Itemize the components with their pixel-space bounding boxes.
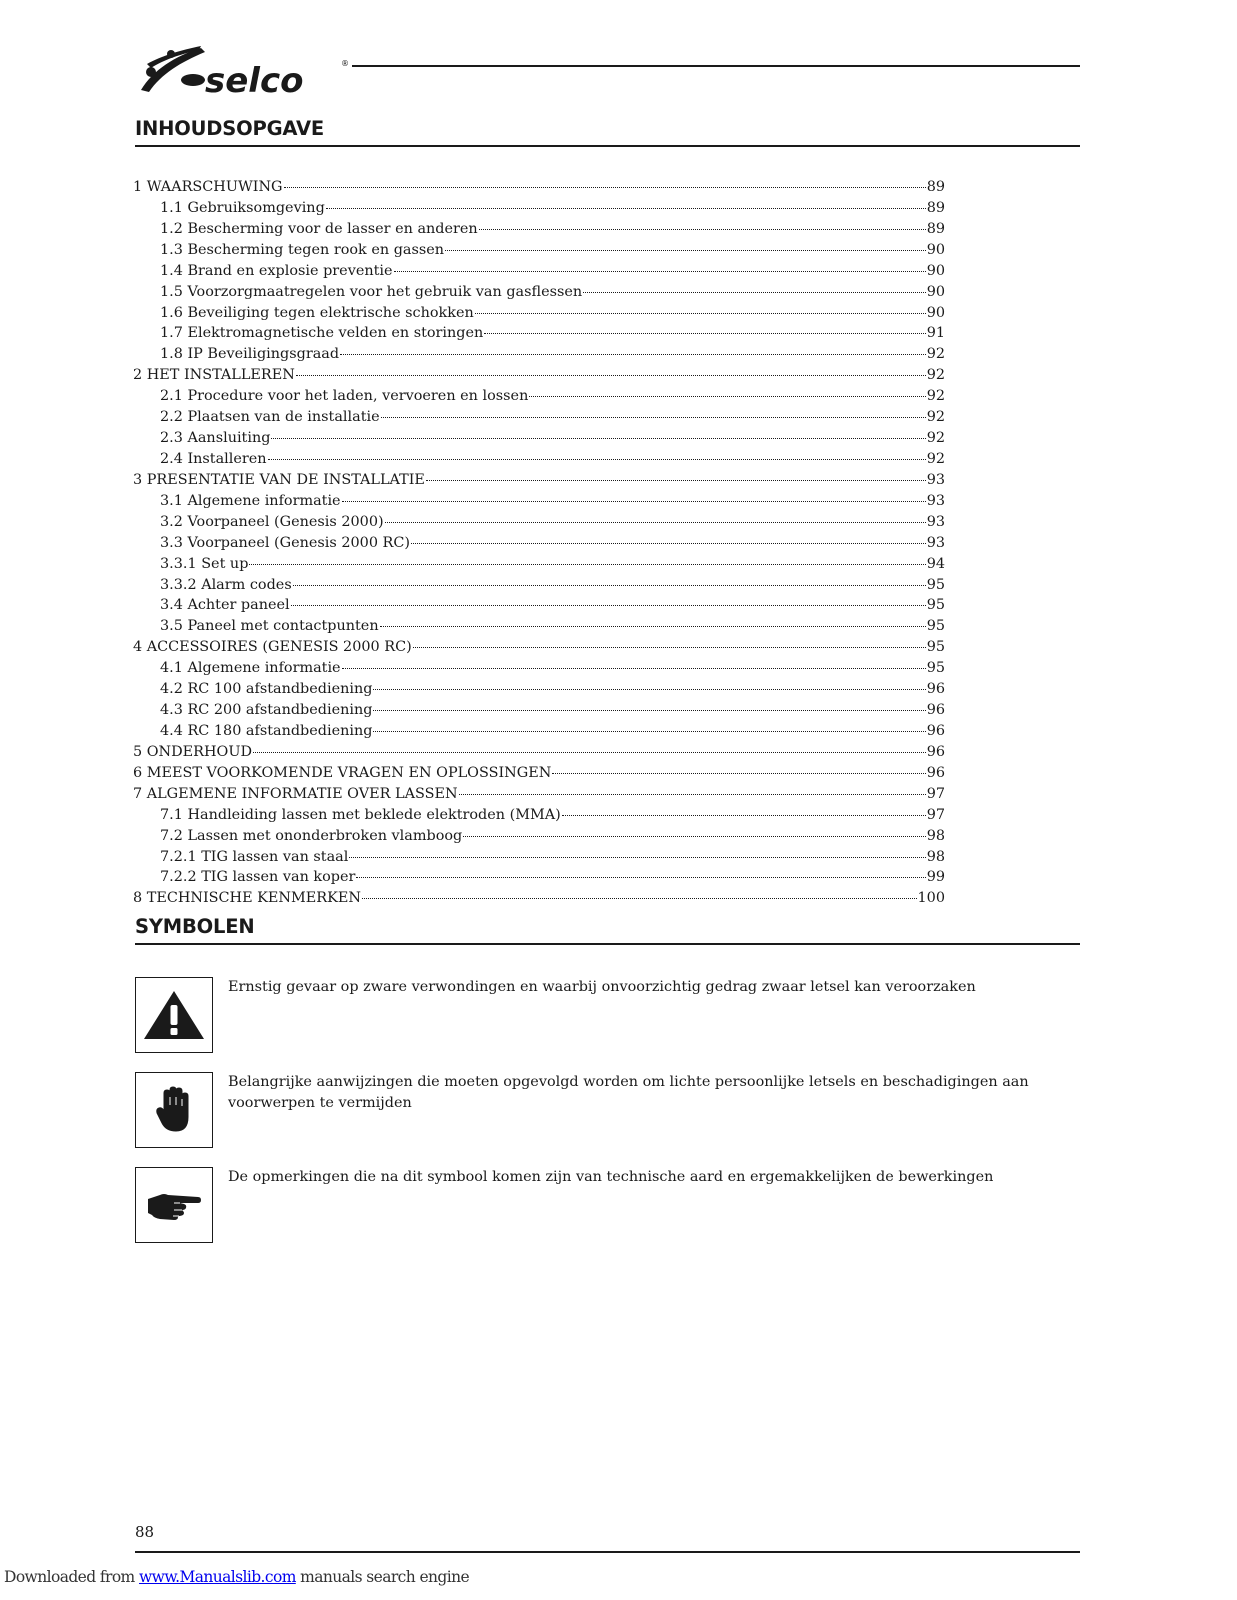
symbol-box: [135, 1072, 213, 1148]
toc-entry-title: 3.3.1 Set up: [160, 555, 249, 572]
toc-entry-page: 100: [917, 890, 945, 907]
symbol-description: De opmerkingen die na dit symbool komen zijn van technische aard en ergemakkelijken de bewerkingen: [228, 1169, 994, 1185]
toc-entry[interactable]: [133, 679, 945, 700]
toc-entry[interactable]: [133, 805, 945, 826]
toc-dot-leader: [362, 897, 917, 899]
toc-entry-page: 97: [926, 806, 945, 823]
toc-dot-leader: [296, 374, 926, 376]
toc-entry-page: 90: [926, 262, 945, 279]
toc-entry-title: 7 ALGEMENE INFORMATIE OVER LASSEN: [133, 785, 458, 802]
toc-entry-title: 3.1 Algemene informatie: [160, 492, 341, 509]
toc-dot-leader: [475, 312, 926, 314]
toc-dot-leader: [373, 730, 925, 732]
toc-entry-page: 99: [926, 869, 945, 886]
toc-entry-page: 92: [926, 430, 945, 447]
toc-entry-page: 96: [926, 681, 945, 698]
toc-entry-page: 93: [926, 513, 945, 530]
toc-entry[interactable]: [133, 721, 945, 742]
toc-entry-page: 92: [926, 450, 945, 467]
toc-entry-page: 96: [926, 743, 945, 760]
toc-dot-leader: [479, 228, 926, 230]
toc-entry-page: 92: [926, 367, 945, 384]
toc-entry-page: 90: [926, 241, 945, 258]
toc-dot-leader: [291, 604, 926, 606]
toc-entry[interactable]: [133, 428, 945, 449]
toc-entry[interactable]: [133, 512, 945, 533]
toc-entry[interactable]: [133, 470, 945, 491]
toc-dot-leader: [253, 751, 926, 753]
toc-entry-title: 4.4 RC 180 afstandbediening: [160, 722, 373, 739]
toc-entry-page: 96: [926, 722, 945, 739]
toc-dot-leader: [268, 458, 926, 460]
toc-entry[interactable]: [133, 261, 945, 282]
warning-triangle-icon: [141, 987, 207, 1043]
toc-dot-leader: [583, 291, 926, 293]
toc-entry[interactable]: [133, 323, 945, 344]
toc-entry-page: 89: [926, 179, 945, 195]
toc-entry[interactable]: [133, 742, 945, 763]
toc-entry-page: 96: [926, 764, 945, 781]
toc-dot-leader: [326, 207, 926, 209]
toc-dot-leader: [342, 500, 926, 502]
toc-entry-title: 2.3 Aansluiting: [160, 430, 271, 447]
toc-entry[interactable]: [133, 595, 945, 616]
svg-text:®: ®: [341, 59, 349, 68]
toc-entry-page: 90: [926, 283, 945, 300]
footer-rule: [135, 1551, 1080, 1553]
toc-entry[interactable]: [133, 386, 945, 407]
toc-entry[interactable]: [133, 888, 945, 909]
toc-entry-title: 1.4 Brand en explosie preventie: [160, 262, 393, 279]
toc-entry-title: 4 ACCESSOIRES (GENESIS 2000 RC): [133, 639, 412, 656]
toc-entry[interactable]: [133, 700, 945, 721]
toc-entry[interactable]: [133, 533, 945, 554]
toc-entry-page: 98: [926, 827, 945, 844]
manualslib-link[interactable]: www.Manualslib.com: [139, 1568, 296, 1586]
toc-entry-title: 4.2 RC 100 afstandbediening: [160, 681, 373, 698]
toc-dot-leader: [356, 876, 925, 878]
toc-entry-page: 94: [926, 555, 945, 572]
toc-entry-page: 89: [926, 199, 945, 216]
symbol-box: [135, 1167, 213, 1243]
toc-entry-page: 90: [926, 304, 945, 321]
symbols-heading: SYMBOLEN: [135, 913, 1080, 945]
toc-entry-title: 1.6 Beveiliging tegen elektrische schokken: [160, 304, 474, 321]
toc-entry[interactable]: [133, 616, 945, 637]
toc-entry-title: 6 MEEST VOORKOMENDE VRAGEN EN OPLOSSINGEN: [133, 764, 552, 781]
toc-entry[interactable]: [133, 847, 945, 868]
selco-logo: [135, 42, 350, 100]
toc-entry-title: 3 PRESENTATIE VAN DE INSTALLATIE: [133, 471, 425, 488]
toc-entry[interactable]: [133, 303, 945, 324]
toc-entry-page: 92: [926, 346, 945, 363]
toc-entry-page: 92: [926, 409, 945, 426]
toc-entry[interactable]: [133, 177, 945, 198]
toc-entry-title: 2.4 Installeren: [160, 450, 267, 467]
page-number: 88: [135, 1523, 155, 1541]
toc-entry-title: 1.8 IP Beveiligingsgraad: [160, 346, 340, 363]
toc-entry-title: 3.4 Achter paneel: [160, 597, 290, 614]
toc-entry-title: 1 WAARSCHUWING: [133, 179, 283, 195]
toc-entry-title: 2 HET INSTALLEREN: [133, 367, 295, 384]
toc-entry-page: 95: [926, 660, 945, 677]
toc-entry[interactable]: [133, 763, 945, 784]
toc-entry-page: 97: [926, 785, 945, 802]
toc-entry-title: 7.2.2 TIG lassen van koper: [160, 869, 356, 886]
toc-entry[interactable]: [133, 449, 945, 470]
header-rule: [352, 65, 1080, 67]
stop-hand-icon: [154, 1085, 194, 1135]
toc-dot-leader: [249, 563, 925, 565]
toc-entry-page: 98: [926, 848, 945, 865]
toc-entry[interactable]: [133, 240, 945, 261]
table-of-contents: [133, 177, 945, 909]
toc-dot-leader: [562, 814, 926, 816]
toc-entry-page: 93: [926, 492, 945, 509]
toc-entry-title: 3.2 Voorpaneel (Genesis 2000): [160, 513, 384, 530]
symbol-description: Ernstig gevaar op zware verwondingen en waarbij onvoorzichtig gedrag zwaar letsel kan veroorzaken: [228, 979, 976, 995]
toc-dot-leader: [426, 479, 926, 481]
toc-entry-title: 1.5 Voorzorgmaatregelen voor het gebruik van gasflessen: [160, 283, 583, 300]
toc-dot-leader: [293, 584, 926, 586]
toc-entry-title: 2.1 Procedure voor het laden, vervoeren en lossen: [160, 388, 529, 405]
toc-dot-leader: [373, 688, 925, 690]
symbol-description: Belangrijke aanwijzingen die moeten opgevolgd worden om lichte persoonlijke letsels en beschadigingen aan voorwerpen te vermijden: [228, 1074, 1029, 1111]
toc-entry-title: 5 ONDERHOUD: [133, 743, 253, 760]
toc-dot-leader: [380, 625, 926, 627]
toc-heading: INHOUDSOPGAVE: [135, 115, 1080, 147]
toc-entry[interactable]: [133, 867, 945, 888]
toc-entry[interactable]: [133, 575, 945, 596]
toc-entry[interactable]: [133, 365, 945, 386]
toc-dot-leader: [411, 542, 926, 544]
toc-dot-leader: [459, 793, 926, 795]
toc-entry[interactable]: [133, 491, 945, 512]
toc-entry-title: 1.1 Gebruiksomgeving: [160, 199, 325, 216]
toc-dot-leader: [340, 353, 926, 355]
toc-entry-page: 93: [926, 471, 945, 488]
toc-entry-title: 4.1 Algemene informatie: [160, 660, 341, 677]
toc-dot-leader: [445, 249, 926, 251]
toc-entry-title: 1.7 Elektromagnetische velden en storingen: [160, 325, 484, 342]
toc-entry[interactable]: [133, 826, 945, 847]
toc-entry-page: 95: [926, 576, 945, 593]
toc-dot-leader: [385, 521, 926, 523]
toc-entry-page: 91: [926, 325, 945, 342]
toc-entry[interactable]: [133, 784, 945, 805]
toc-entry-title: 4.3 RC 200 afstandbediening: [160, 702, 373, 719]
toc-dot-leader: [271, 437, 925, 439]
toc-dot-leader: [552, 772, 925, 774]
download-suffix: manuals search engine: [295, 1568, 470, 1586]
toc-entry-page: 96: [926, 702, 945, 719]
toc-entry-page: 93: [926, 534, 945, 551]
download-note: [4, 1568, 469, 1586]
download-prefix: Downloaded from: [4, 1568, 139, 1586]
toc-entry[interactable]: [133, 219, 945, 240]
toc-entry[interactable]: [133, 554, 945, 575]
toc-entry-title: 8 TECHNISCHE KENMERKEN: [133, 890, 361, 907]
toc-entry[interactable]: [133, 282, 945, 303]
toc-dot-leader: [381, 416, 926, 418]
toc-entry-page: 95: [926, 597, 945, 614]
pointing-hand-icon: [146, 1189, 202, 1221]
toc-dot-leader: [373, 709, 925, 711]
toc-dot-leader: [394, 270, 926, 272]
toc-entry-title: 3.3 Voorpaneel (Genesis 2000 RC): [160, 534, 411, 551]
toc-entry[interactable]: [133, 407, 945, 428]
toc-entry[interactable]: [133, 344, 945, 365]
toc-entry[interactable]: [133, 658, 945, 679]
toc-dot-leader: [342, 667, 926, 669]
toc-entry-title: 3.5 Paneel met contactpunten: [160, 618, 379, 635]
toc-dot-leader: [413, 646, 926, 648]
toc-entry-title: 3.3.2 Alarm codes: [160, 576, 292, 593]
toc-dot-leader: [529, 395, 925, 397]
toc-dot-leader: [484, 332, 925, 334]
toc-dot-leader: [463, 835, 925, 837]
toc-entry-title: 7.2.1 TIG lassen van staal: [160, 848, 349, 865]
toc-entry[interactable]: [133, 637, 945, 658]
toc-entry-title: 2.2 Plaatsen van de installatie: [160, 409, 380, 426]
toc-entry-title: 1.3 Bescherming tegen rook en gassen: [160, 241, 445, 258]
toc-entry-title: 7.2 Lassen met ononderbroken vlamboog: [160, 827, 463, 844]
toc-entry-page: 95: [926, 639, 945, 656]
toc-dot-leader: [284, 186, 926, 188]
toc-dot-leader: [349, 856, 925, 858]
toc-entry-page: 89: [926, 220, 945, 237]
svg-text:selco: selco: [205, 61, 304, 100]
toc-entry-title: 1.2 Bescherming voor de lasser en anderen: [160, 220, 478, 237]
symbol-box: [135, 977, 213, 1053]
toc-entry[interactable]: [133, 198, 945, 219]
toc-entry-page: 95: [926, 618, 945, 635]
toc-entry-title: 7.1 Handleiding lassen met beklede elektroden (MMA): [160, 806, 561, 823]
toc-entry-page: 92: [926, 388, 945, 405]
